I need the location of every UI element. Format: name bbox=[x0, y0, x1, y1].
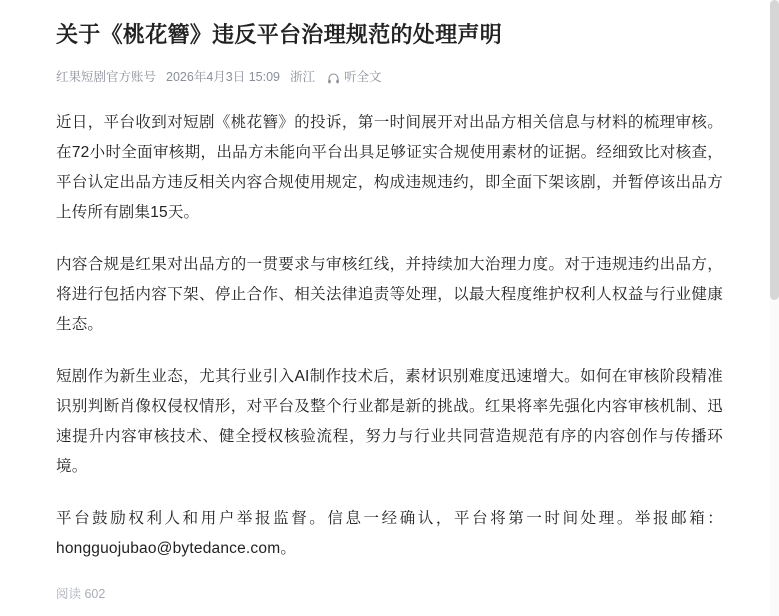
headphones-icon bbox=[327, 72, 340, 85]
read-count: 阅读 602 bbox=[56, 587, 106, 601]
page-title: 关于《桃花簪》违反平台治理规范的处理声明 bbox=[56, 22, 503, 47]
article-paragraph: 内容合规是红果对出品方的一贯要求与审核红线，并持续加大治理力度。对于违规违约出品方，将进行包括内容下架、停止合作、相关法律追责等处理，以最大程度维护权利人权益与行业健康生态。 bbox=[56, 256, 723, 333]
article-meta bbox=[56, 68, 723, 86]
article-paragraph: 平台鼓励权利人和用户举报监督。信息一经确认，平台将第一时间处理。举报邮箱：hongguojubao@bytedance.com。 bbox=[56, 510, 723, 557]
scrollbar-thumb[interactable] bbox=[770, 0, 779, 300]
publish-location: 浙江 bbox=[289, 70, 315, 84]
author-name[interactable]: 红果短剧官方账号 bbox=[56, 70, 157, 84]
article-body bbox=[56, 108, 723, 564]
publish-datetime: 2026年4月3日 15:09 bbox=[166, 70, 280, 84]
article-paragraph: 近日，平台收到对短剧《桃花簪》的投诉，第一时间展开对出品方相关信息与材料的梳理审核。在72小时全面审核期，出品方未能向平台出具足够证实合规使用素材的证据。经细致比对核查，平台认定出品方违反相关内容合规使用规定，构成违规违约，即全面下架该剧，并暂停该出品方上传所有剧集15天。 bbox=[56, 114, 723, 221]
listen-button[interactable] bbox=[327, 68, 382, 86]
listen-label: 听全文 bbox=[344, 70, 382, 84]
scrollbar-track[interactable] bbox=[770, 0, 779, 616]
article-paragraph: 短剧作为新生业态，尤其行业引入AI制作技术后，素材识别难度迅速增大。如何在审核阶段精准识别判断肖像权侵权情形，对平台及整个行业都是新的挑战。红果将率先强化内容审核机制、迅速提升内容审核技术、健全授权核验流程，努力与行业共同营造规范有序的内容创作与传播环境。 bbox=[56, 368, 723, 475]
